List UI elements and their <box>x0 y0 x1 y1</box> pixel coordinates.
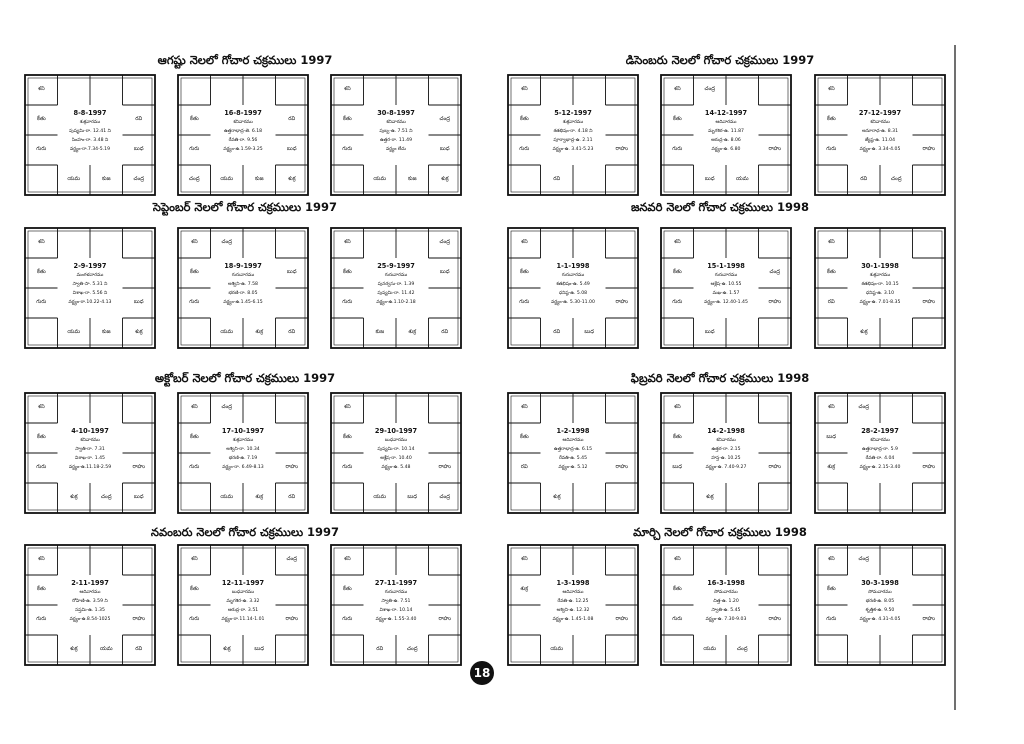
chart-cell-planet: కేతు <box>672 434 682 440</box>
chart-detail-line: చిత్త-ఉ. 1.20 <box>713 599 739 604</box>
chart-cell-planet: రాహు <box>132 464 145 470</box>
chart-cell-planet: బుధ <box>704 176 715 182</box>
chart-detail-line: శుక్రవారము <box>869 273 891 278</box>
chart-cell-planet: చంద్ర <box>133 176 145 182</box>
chart-cell-planet: చంద్ర <box>769 269 781 275</box>
chart-cell-planet: కేతు <box>36 434 46 440</box>
chart-cell-planet: శని <box>343 239 351 245</box>
chart-cell-planet: కేతు <box>342 116 352 122</box>
chart-detail-line: శుక్రవారము <box>562 120 584 125</box>
chart-detail-line: శనివారము <box>870 120 890 125</box>
chart-detail-line: పుష్యమి-రా. 12.41 ని <box>69 129 111 134</box>
chart-detail-line: భరణి-ఉ. 8.05 <box>865 599 895 604</box>
chart-detail-line: జ్యేష్ఠ-ఉ. 11.04 <box>864 138 896 143</box>
section-heading: జనవరి నెలలో గోచార చక్రములు 1998 <box>630 200 810 214</box>
chart-cell-planet: రాహు <box>615 146 628 152</box>
chart-cell-planet: శుక్ర <box>287 176 296 182</box>
chart-cell-planet: గురు <box>189 464 200 470</box>
section-heading: డిసెంబరు నెలలో గోచార చక్రములు 1997 <box>625 53 815 67</box>
chart-cell-planet: చంద్ర <box>286 556 298 562</box>
chart-detail-line: రేవతి-ఉ. 12.25 <box>557 599 589 604</box>
chart-detail-line: శనివారము <box>716 438 736 443</box>
chart-detail-line: పుబ్బ-ఉ. 7.51 ని <box>379 129 413 134</box>
chart-cell-planet: కేతు <box>36 269 46 275</box>
chart-cell-planet: చంద్ర <box>890 176 902 182</box>
chart-detail-line: గురువారము <box>231 273 255 278</box>
chart-cell-planet: బుధ <box>704 329 715 335</box>
chart-cell-planet: రవి <box>288 494 296 500</box>
chart-cell-planet: శుక్ర <box>440 176 449 182</box>
chart-detail-line: ఉత్తరాభాద్ర-రా. 5.9 <box>862 447 898 452</box>
chart-date: 15-1-1998 <box>707 262 745 270</box>
chart-cell-planet: కేతు <box>189 434 199 440</box>
chart-detail-line: వర్జ్యం-ఉ. 5.12 <box>558 465 588 470</box>
chart-detail-line: విశాఖ-రా. 5.56 ని <box>72 291 108 296</box>
chart-cell-planet: శని <box>520 556 528 562</box>
chart-cell-planet: శుక్ర <box>69 494 78 500</box>
chart-detail-line: వర్జ్యం-ఉ. 12.40-1.45 <box>704 300 748 305</box>
chart-cell-planet: గురు <box>672 299 683 305</box>
chart-detail-line: ఆదివారము <box>562 438 584 443</box>
chart-cell-planet: చంద్ర <box>188 176 200 182</box>
chart-detail-line: గురువారము <box>384 590 408 595</box>
chart-date: 16-8-1997 <box>224 109 262 117</box>
chart-detail-line: వర్జ్యం-రా.7.34-5.19 <box>69 147 110 152</box>
chart-cell-planet: కుజ <box>407 176 417 182</box>
chart-detail-line: వర్జ్యం-ఉ.1.45-6.15 <box>223 300 263 305</box>
chart-cell-planet: కుజ <box>101 329 111 335</box>
chart-cell-planet: రవి <box>827 299 835 305</box>
chart-detail-line: వర్జ్యం-రా.10.22-4.13 <box>68 300 112 305</box>
chart-detail-line: ఆశ్లేష-ఉ. 10.55 <box>710 282 742 287</box>
chart-date: 16-3-1998 <box>707 579 745 587</box>
chart-cell-planet: శని <box>343 556 351 562</box>
chart-detail-line: రోహిణి-ఉ. 3.59 ని <box>72 599 108 604</box>
chart-cell-planet: శని <box>520 404 528 410</box>
chart-date: 12-11-1997 <box>221 579 265 587</box>
chart-cell-planet: చంద్ర <box>221 239 233 245</box>
chart-cell-planet: రవి <box>553 329 561 335</box>
chart-cell-planet: రాహు <box>615 616 628 622</box>
chart-cell-planet: శుక్ర <box>134 329 143 335</box>
chart-detail-line: పునర్వసు-రా. 1.39 <box>377 282 415 287</box>
chart-cell-planet: చంద్ర <box>858 404 870 410</box>
chart-cell-planet: శుక్ర <box>827 464 836 470</box>
chart-cell-planet: రవి <box>288 329 296 335</box>
chart-detail-line: గురువారము <box>714 273 738 278</box>
chart-cell-planet: చంద్ర <box>736 646 748 652</box>
chart-cell-planet: శుక్ర <box>69 646 78 652</box>
chart-cell-planet: గురు <box>826 146 837 152</box>
chart-cell-planet: యమ <box>550 646 564 652</box>
chart-detail-line: భరణి-ఉ. 7.19 <box>228 456 258 461</box>
chart-cell-planet: రవి <box>135 116 143 122</box>
chart-cell-planet: శని <box>673 86 681 92</box>
chart-detail-line: ధనిష్ఠ-ఉ. 3.10 <box>865 291 895 296</box>
chart-detail-line: సప్తమి-ఉ. 1.35 <box>75 608 105 613</box>
chart-detail-line: ఆరుద్ర-ఉ. 8.06 <box>711 138 741 143</box>
chart-cell-planet: యమ <box>220 329 234 335</box>
chart-detail-line: శనివారము <box>386 120 406 125</box>
chart-date: 28-2-1997 <box>861 427 899 435</box>
chart-cell-planet: గురు <box>342 616 353 622</box>
chart-cell-planet: శని <box>673 404 681 410</box>
chart-date: 8-8-1997 <box>73 109 107 117</box>
chart-cell-planet: కేతు <box>672 586 682 592</box>
chart-cell-planet: శుక్ర <box>255 494 264 500</box>
chart-cell-planet: శుక్ర <box>552 494 561 500</box>
chart-detail-line: వర్జ్యం-ఉ. 1.55-3.40 <box>375 617 417 622</box>
chart-detail-line: సింహం-రా. 3.48 ని <box>71 138 109 143</box>
chart-detail-line: శనివారము <box>233 120 253 125</box>
chart-date: 27-12-1997 <box>858 109 902 117</box>
chart-detail-line: వర్జ్యం-ఉ. 7.01-8.35 <box>859 300 901 305</box>
chart-detail-line: రేవతి-ఉ. 5.45 <box>558 456 588 461</box>
chart-detail-line: వర్జ్యం-ఉ. 5.48 <box>381 465 411 470</box>
chart-date: 29-10-1997 <box>374 427 418 435</box>
chart-cell-planet: రాహు <box>438 616 451 622</box>
chart-cell-planet: శుక్ర <box>705 494 714 500</box>
section-heading: సెప్టెంబర్ నెలలో గోచార చక్రములు 1997 <box>152 200 338 214</box>
chart-date: 18-9-1997 <box>224 262 262 270</box>
chart-cell-planet: శని <box>343 404 351 410</box>
chart-cell-planet: బుధ <box>826 434 837 440</box>
chart-cell-planet: రాహు <box>615 299 628 305</box>
chart-cell-planet: కేతు <box>672 269 682 275</box>
chart-detail-line: అశ్విని-ఉ. 7.58 <box>228 282 258 287</box>
section-heading: నవంబరు నెలలో గోచార చక్రములు 1997 <box>150 525 340 539</box>
chart-cell-planet: శని <box>827 239 835 245</box>
chart-date: 30-3-1998 <box>861 579 899 587</box>
chart-date: 27-11-1997 <box>374 579 418 587</box>
chart-cell-planet: చంద్ర <box>100 494 112 500</box>
chart-cell-planet: గురు <box>189 146 200 152</box>
chart-detail-line: వర్జ్యం-ఉ. 1.45-1.08 <box>552 617 594 622</box>
chart-detail-line: శతభిషం-ఉ. 5.49 <box>556 282 590 287</box>
chart-cell-planet: రాహు <box>768 146 781 152</box>
chart-detail-line: స్వాతి-ఉ. 5.45 <box>711 608 741 613</box>
chart-detail-line: వర్జ్యం-రా. 6.49-8.13 <box>222 465 264 470</box>
chart-cell-planet: శని <box>827 556 835 562</box>
chart-detail-line: అశ్విని-రా. 10.34 <box>226 447 260 452</box>
chart-detail-line: ఆదివారము <box>715 120 737 125</box>
chart-detail-line: శుక్రవారము <box>232 438 254 443</box>
chart-detail-line: భరణి-రా. 8.05 <box>228 291 258 296</box>
chart-cell-planet: గురు <box>672 616 683 622</box>
chart-cell-planet: యమ <box>373 176 387 182</box>
chart-cell-planet: బుధ <box>407 494 418 500</box>
chart-cell-planet: బుధ <box>133 299 144 305</box>
chart-detail-line: వర్జ్యం-రా.11.14-1.01 <box>221 617 265 622</box>
chart-date: 17-10-1997 <box>221 427 265 435</box>
chart-detail-line: శనివారము <box>870 438 890 443</box>
chart-detail-line: పుష్యమి-రా. 11.42 <box>377 291 415 296</box>
chart-detail-line: స్వాతి-ఉ. 7.51 <box>381 599 411 604</box>
chart-detail-line: ధనిష్ఠ-ఉ. 5.08 <box>558 291 588 296</box>
chart-detail-line: వర్జ్యం-ఉ. 7.40-9.27 <box>705 465 747 470</box>
chart-detail-line: వర్జ్యం-ఉ. 6.80 <box>711 147 741 152</box>
chart-cell-planet: కేతు <box>826 269 836 275</box>
chart-detail-line: వర్జ్యం-ఉ. 2.15-3.40 <box>859 465 901 470</box>
chart-detail-line: అశ్విని-ఉ. 12.32 <box>556 608 590 613</box>
chart-cell-planet: యమ <box>220 494 234 500</box>
chart-cell-planet: రాహు <box>768 299 781 305</box>
chart-cell-planet: కేతు <box>189 586 199 592</box>
chart-cell-planet: చంద్ర <box>406 646 418 652</box>
section-heading: మార్చి నెలలో గోచార చక్రములు 1998 <box>633 525 807 539</box>
chart-cell-planet: కేతు <box>189 116 199 122</box>
chart-detail-line: ఉత్తరాభాద్ర-తె. 6.18 <box>223 129 263 134</box>
page-number-badge: 18 <box>470 661 494 685</box>
chart-detail-line: మఖ-ఉ. 1.57 <box>712 291 740 296</box>
chart-detail-line: ఆరుద్ర-రా. 3.51 <box>227 608 259 613</box>
chart-cell-planet: కేతు <box>36 586 46 592</box>
chart-cell-planet: కేతు <box>826 586 836 592</box>
chart-cell-planet: గురు <box>36 299 47 305</box>
chart-cell-planet: యమ <box>735 176 749 182</box>
chart-detail-line: శనివారము <box>80 438 100 443</box>
chart-cell-planet: రాహు <box>922 464 935 470</box>
chart-cell-planet: యమ <box>703 646 717 652</box>
chart-cell-planet: శని <box>673 556 681 562</box>
chart-cell-planet: శని <box>673 239 681 245</box>
chart-detail-line: వర్జ్యం-ఉ.1.59-3.25 <box>223 147 263 152</box>
chart-detail-line: గురువారము <box>384 273 408 278</box>
chart-detail-line: వర్జ్యం-ఉ. 7.30-9.03 <box>705 617 747 622</box>
chart-detail-line: శతభిషం-రా. 4.18 ని <box>553 129 593 134</box>
chart-detail-line: వర్జ్యం-ఉ. 5.30-11.00 <box>551 300 595 305</box>
chart-cell-planet: గురు <box>342 146 353 152</box>
chart-detail-line: బుధవారము <box>384 438 408 443</box>
chart-date: 2-11-1997 <box>71 579 109 587</box>
chart-cell-planet: రవి <box>288 116 296 122</box>
chart-cell-planet: రాహు <box>285 616 298 622</box>
chart-detail-line: శతభిషం-రా. 10.15 <box>861 282 899 287</box>
chart-cell-planet: శని <box>520 86 528 92</box>
chart-date: 1-1-1998 <box>556 262 590 270</box>
chart-detail-line: పుష్యమి-రా. 10.14 <box>377 447 415 452</box>
chart-cell-planet: రాహు <box>132 616 145 622</box>
chart-cell-planet: బుధ <box>254 646 265 652</box>
chart-detail-line: పూర్వాభాద్ర-ఉ. 2.11 <box>553 138 593 143</box>
chart-cell-planet: కుజ <box>254 176 264 182</box>
chart-cell-planet: యమ <box>373 494 387 500</box>
chart-detail-line: వర్జ్యం-ఉ. 3.41-5.23 <box>552 147 594 152</box>
chart-cell-planet: రవి <box>553 176 561 182</box>
chart-cell-planet: గురు <box>672 146 683 152</box>
chart-cell-planet: కేతు <box>342 434 352 440</box>
chart-detail-line: ఉత్తర-రా. 11.49 <box>380 138 412 143</box>
chart-cell-planet: యమ <box>99 646 113 652</box>
chart-detail-line: శుక్రవారము <box>79 120 101 125</box>
chart-cell-planet: శని <box>37 239 45 245</box>
chart-detail-line: వర్జ్యం-ఉ.8.54-1025 <box>69 617 111 622</box>
chart-detail-line: ఆదివారము <box>79 590 101 595</box>
chart-cell-planet: శని <box>37 556 45 562</box>
chart-detail-line: వర్జ్యం-ఉ. 4.31-4.05 <box>859 617 901 622</box>
chart-detail-line: స్వాతి-రా. 7.31 <box>75 447 105 452</box>
chart-cell-planet: శని <box>343 86 351 92</box>
chart-cell-planet: రవి <box>441 329 449 335</box>
chart-cell-planet: యమ <box>67 329 81 335</box>
chart-detail-line: విశాఖ-రా. 1.45 <box>75 456 105 461</box>
chart-cell-planet: గురు <box>189 616 200 622</box>
chart-detail-line: ఆశ్లేష-రా. 10.40 <box>380 456 412 461</box>
chart-cell-planet: కుజ <box>375 329 385 335</box>
chart-detail-line: వర్జ్యం-ఉ.11.18-2.59 <box>68 465 112 470</box>
chart-cell-planet: రవి <box>376 646 384 652</box>
chart-date: 30-1-1998 <box>861 262 899 270</box>
chart-detail-line: మంగళవారము <box>76 273 104 278</box>
chart-cell-planet: కేతు <box>36 116 46 122</box>
chart-cell-planet: శుక్ర <box>255 329 264 335</box>
chart-cell-planet: గురు <box>36 464 47 470</box>
chart-cell-planet: గురు <box>826 616 837 622</box>
chart-detail-line: వర్జ్యం లేదు <box>385 147 407 152</box>
chart-cell-planet: శని <box>827 404 835 410</box>
section-heading: ఫిబ్రవరి నెలలో గోచార చక్రములు 1998 <box>630 371 810 385</box>
chart-cell-planet: యమ <box>220 176 234 182</box>
chart-cell-planet: రాహు <box>615 464 628 470</box>
chart-cell-planet: శని <box>37 404 45 410</box>
chart-cell-planet: కేతు <box>672 116 682 122</box>
chart-cell-planet: గురు <box>342 299 353 305</box>
chart-detail-line: అనూరాధ-ఉ. 8.31 <box>862 129 898 134</box>
chart-cell-planet: రాహు <box>285 464 298 470</box>
chart-cell-planet: చంద్ర <box>439 239 451 245</box>
chart-cell-planet: గురు <box>342 464 353 470</box>
chart-cell-planet: రవి <box>520 464 528 470</box>
chart-date: 14-12-1997 <box>704 109 748 117</box>
chart-cell-planet: శుక్ర <box>222 646 231 652</box>
chart-cell-planet: శని <box>520 239 528 245</box>
chart-detail-line: బుధవారము <box>231 590 255 595</box>
chart-cell-planet: బుధ <box>133 146 144 152</box>
chart-cell-planet: గురు <box>189 299 200 305</box>
chart-cell-planet: రాహు <box>438 464 451 470</box>
chart-cell-planet: కేతు <box>826 116 836 122</box>
chart-cell-planet: చంద్ర <box>221 404 233 410</box>
chart-date: 25-9-1997 <box>377 262 415 270</box>
chart-detail-line: హస్త-ఉ. 10.25 <box>711 456 741 461</box>
chart-cell-planet: రాహు <box>922 146 935 152</box>
chart-date: 1-2-1998 <box>556 427 590 435</box>
chart-cell-planet: రవి <box>135 646 143 652</box>
chart-detail-line: రేవతి-రా. 4.04 <box>865 456 895 461</box>
chart-cell-planet: కేతు <box>189 269 199 275</box>
chart-cell-planet: చంద్ర <box>704 86 716 92</box>
chart-cell-planet: గురు <box>519 146 530 152</box>
chart-cell-planet: కేతు <box>342 269 352 275</box>
chart-cell-planet: బుధ <box>286 146 297 152</box>
chart-detail-line: ఉత్తర-రా. 2.15 <box>711 447 741 452</box>
chart-cell-planet: చంద్ర <box>858 556 870 562</box>
chart-cell-planet: గురు <box>519 299 530 305</box>
chart-cell-planet: రాహు <box>922 299 935 305</box>
chart-cell-planet: బుధ <box>439 269 450 275</box>
chart-detail-line: ఆదివారము <box>562 590 584 595</box>
chart-cell-planet: బుధ <box>286 269 297 275</box>
chart-cell-planet: కేతు <box>519 269 529 275</box>
chart-cell-planet: బుధ <box>584 329 595 335</box>
chart-cell-planet: గురు <box>36 146 47 152</box>
chart-cell-planet: రవి <box>860 176 868 182</box>
chart-cell-planet: బుధ <box>439 146 450 152</box>
chart-cell-planet: శని <box>190 239 198 245</box>
chart-date: 4-10-1997 <box>71 427 109 435</box>
chart-cell-planet: కుజ <box>101 176 111 182</box>
chart-date: 5-12-1997 <box>554 109 592 117</box>
chart-detail-line: సోమవారము <box>868 590 892 595</box>
chart-cell-planet: శుక్ర <box>859 329 868 335</box>
chart-date: 14-2-1998 <box>707 427 745 435</box>
chart-cell-planet: శుక్ర <box>520 586 529 592</box>
chart-date: 30-8-1997 <box>377 109 415 117</box>
chart-cell-planet: కేతు <box>519 116 529 122</box>
chart-cell-planet: రాహు <box>922 616 935 622</box>
chart-cell-planet: శుక్ర <box>408 329 417 335</box>
chart-cell-planet: కేతు <box>519 434 529 440</box>
chart-date: 1-3-1998 <box>556 579 590 587</box>
chart-cell-planet: శని <box>37 86 45 92</box>
chart-cell-planet: చంద్ర <box>439 116 451 122</box>
chart-date: 2-9-1997 <box>73 262 107 270</box>
chart-cell-planet: శని <box>190 404 198 410</box>
chart-detail-line: మృగశిర-ఉ. 3.32 <box>226 599 260 604</box>
chart-cell-planet: కేతు <box>342 586 352 592</box>
chart-cell-planet: రాహు <box>768 616 781 622</box>
chart-detail-line: వర్జ్యం-ఉ.1.10-2.18 <box>376 300 416 305</box>
chart-cell-planet: యమ <box>67 176 81 182</box>
section-heading: ఆగష్టు నెలలో గోచార చక్రములు 1997 <box>157 53 333 67</box>
chart-cell-planet: బుధ <box>133 494 144 500</box>
chart-detail-line: స్వాతి-సా. 5.31 ని <box>72 282 108 287</box>
chart-cell-planet: గురు <box>36 616 47 622</box>
chart-detail-line: వర్జ్యం-ఉ. 3.34-4.05 <box>859 147 901 152</box>
chart-detail-line: విశాఖ-రా. 10.14 <box>379 608 413 613</box>
chart-detail-line: మృగశిర-ఉ. 11.87 <box>708 129 744 134</box>
chart-detail-line: కృత్తిక-ఉ. 9.50 <box>865 608 895 613</box>
chart-cell-planet: చంద్ర <box>439 494 451 500</box>
section-heading: అక్టోబర్ నెలలో గోచార చక్రములు 1997 <box>154 371 336 385</box>
chart-cell-planet: బుధ <box>672 464 683 470</box>
chart-detail-line: ఉత్తరాభాద్ర-ఉ. 6.15 <box>553 447 593 452</box>
chart-detail-line: గురువారము <box>561 273 585 278</box>
chart-detail-line: సోమవారము <box>714 590 738 595</box>
chart-detail-line: రేవతి-రా. 9.56 <box>228 138 258 143</box>
chart-cell-planet: శని <box>827 86 835 92</box>
chart-cell-planet: శని <box>190 556 198 562</box>
chart-cell-planet: రాహు <box>768 464 781 470</box>
